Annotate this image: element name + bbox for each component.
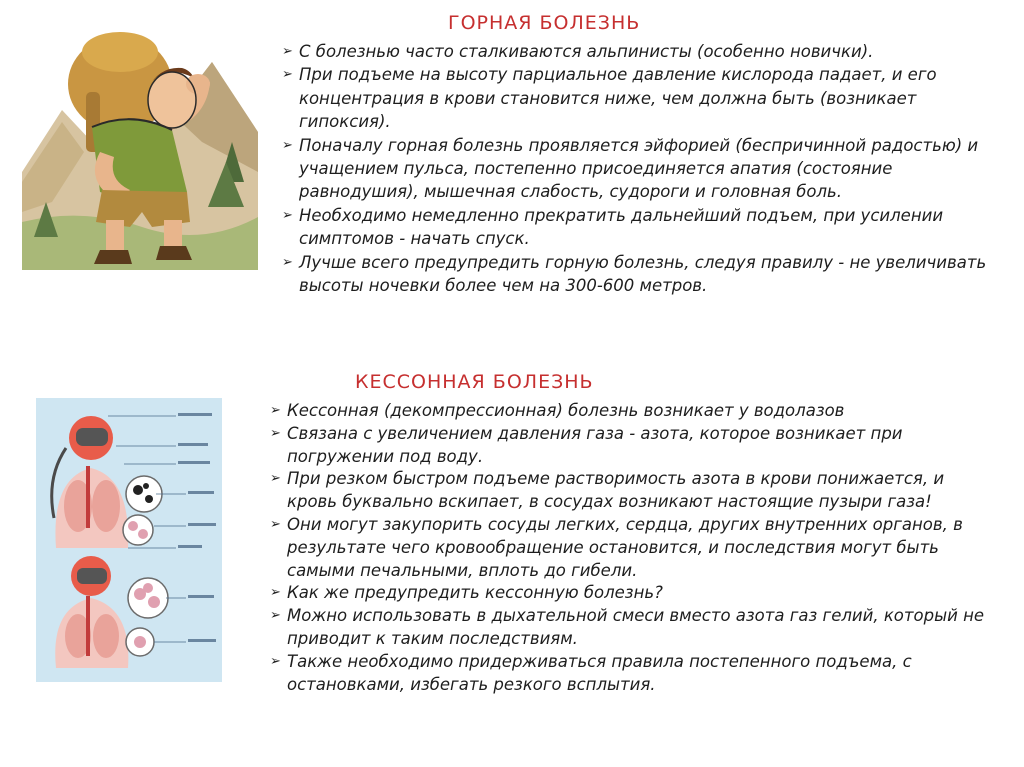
- caisson-disease-title: КЕССОННАЯ БОЛЕЗНЬ: [355, 371, 594, 393]
- bullet-item: ➢ Лучше всего предупредить горную болезнь, следуя правилу - не увеличивать высоты ночевки более чем на 300-600 метров.: [282, 251, 1004, 298]
- bullet-item: ➢ Необходимо немедленно прекратить дальнейший подъем, при усилении симптомов - начать спуск.: [282, 204, 1004, 251]
- bullet-item: ➢ Они могут закупорить сосуды легких, сердца, других внутренних органов, в результате чего кровообращение остановится, и последствия могут быть самыми печальными, вплоть до гибели.: [270, 514, 994, 582]
- bullet-item: ➢ При резком быстром подъеме растворимость азота в крови понижается, и кровь буквально вскипает, в сосудах возникают настоящие пузыри газа!: [270, 468, 994, 514]
- bullet-item: ➢ Можно использовать в дыхательной смеси вместо азота газ гелий, который не приводит к таким последствиям.: [270, 605, 994, 651]
- bullet-item: ➢ При подъеме на высоту парциальное давление кислорода падает, и его концентрация в крови становится ниже, чем должна быть (возникает гипоксия).: [282, 63, 1004, 133]
- mountain-sickness-bullets: [282, 40, 1004, 297]
- bullet-item: ➢ Поначалу горная болезнь проявляется эйфорией (беспричинной радостью) и учащением пульса, постепенно присоединяется апатия (состояние равнодушия), мышечная слабость, судороги и головная боль.: [282, 134, 1004, 204]
- diver-anatomy-illustration: [36, 398, 222, 682]
- bullet-item: ➢ Кессонная (декомпрессионная) болезнь возникает у водолазов: [270, 400, 994, 423]
- mountain-sickness-title: ГОРНАЯ БОЛЕЗНЬ: [448, 12, 641, 34]
- bullet-item: ➢ Связана с увеличением давления газа - азота, которое возникает при погружении под воду.: [270, 423, 994, 469]
- hiker-illustration: [22, 22, 258, 270]
- bullet-item: ➢ Также необходимо придерживаться правила постепенного подъема, с остановками, избегать резкого всплытия.: [270, 651, 994, 697]
- caisson-disease-bullets: [270, 400, 994, 696]
- bullet-item: ➢ С болезнью часто сталкиваются альпинисты (особенно новички).: [282, 40, 1004, 63]
- bullet-item: ➢ Как же предупредить кессонную болезнь?: [270, 582, 994, 605]
